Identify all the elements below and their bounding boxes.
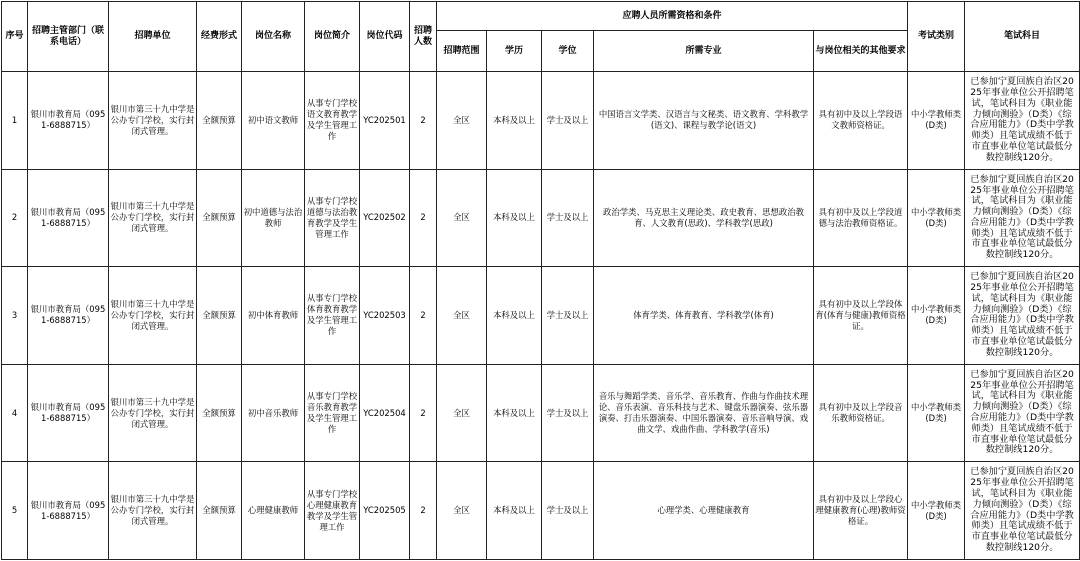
recruitment-table (1, 1, 1080, 560)
cell-code: YC202503 (360, 267, 410, 365)
cell-code: YC202505 (360, 462, 410, 560)
cell-exam-type: 中小学教师类(D类) (908, 267, 965, 365)
header-degree: 学位 (542, 31, 594, 72)
header-funding: 经费形式 (197, 2, 242, 72)
header-dept: 招聘主管部门（联系电话） (28, 2, 109, 72)
cell-code: YC202502 (360, 169, 410, 267)
cell-exam-type: 中小学教师类(D类) (908, 169, 965, 267)
cell-major: 音乐与舞蹈学类、音乐学、音乐教育、作曲与作曲技术理论、音乐表演、音乐科技与艺术、键盘乐器演奏、弦乐器演奏、打击乐器演奏、中国乐器演奏、音乐音响导演、戏曲文学、戏曲作曲、学科教学(音乐) (594, 364, 814, 462)
cell-dept: 银川市教育局（0951-6888715） (28, 462, 109, 560)
cell-count: 2 (410, 169, 437, 267)
cell-intro: 从事专门学校体育教育教学及学生管理工作 (305, 267, 360, 365)
cell-unit: 银川市第三十九中学是公办专门学校，实行封闭式管理。 (109, 462, 197, 560)
cell-degree: 学士及以上 (542, 364, 594, 462)
cell-seq: 2 (2, 169, 28, 267)
cell-other: 具有初中及以上学段体育(体育与健康)教师资格证。 (814, 267, 908, 365)
cell-seq: 1 (2, 72, 28, 170)
cell-other: 具有初中及以上学段音乐教师资格证。 (814, 364, 908, 462)
cell-exam-subject: 已参加宁夏回族自治区2025年事业单位公开招聘笔试，笔试科目为《职业能力倾向测验》（D类）《综合应用能力》（D类中学教师类）且笔试成绩不低于市直事业单位笔试最低分数控制线120分。 (965, 462, 1080, 560)
header-unit: 招聘单位 (109, 2, 197, 72)
cell-position: 初中语文教师 (242, 72, 305, 170)
cell-major: 政治学类、马克思主义理论类、政史教育、思想政治教育、人文教育(思政)、学科教学(思政) (594, 169, 814, 267)
cell-degree: 学士及以上 (542, 267, 594, 365)
table-row (2, 169, 1080, 267)
table-row (2, 364, 1080, 462)
cell-position: 初中音乐教师 (242, 364, 305, 462)
header-exam-subject: 笔试科目 (965, 2, 1080, 72)
header-exam-type: 考试类别 (908, 2, 965, 72)
header-position: 岗位名称 (242, 2, 305, 72)
cell-unit: 银川市第三十九中学是公办专门学校，实行封闭式管理。 (109, 364, 197, 462)
header-seq: 序号 (2, 2, 28, 72)
cell-scope: 全区 (437, 364, 487, 462)
cell-unit: 银川市第三十九中学是公办专门学校，实行封闭式管理。 (109, 72, 197, 170)
cell-education: 本科及以上 (487, 462, 542, 560)
cell-dept: 银川市教育局（0951-6888715） (28, 72, 109, 170)
cell-degree: 学士及以上 (542, 169, 594, 267)
cell-intro: 从事专门学校语文教育教学及学生管理工作 (305, 72, 360, 170)
cell-exam-type: 中小学教师类(D类) (908, 72, 965, 170)
cell-unit: 银川市第三十九中学是公办专门学校，实行封闭式管理。 (109, 267, 197, 365)
cell-other: 具有初中及以上学段道德与法治教师资格证。 (814, 169, 908, 267)
cell-degree: 学士及以上 (542, 72, 594, 170)
cell-scope: 全区 (437, 267, 487, 365)
cell-code: YC202501 (360, 72, 410, 170)
cell-count: 2 (410, 267, 437, 365)
cell-dept: 银川市教育局（0951-6888715） (28, 169, 109, 267)
table-row (2, 72, 1080, 170)
cell-exam-subject: 已参加宁夏回族自治区2025年事业单位公开招聘笔试，笔试科目为《职业能力倾向测验》（D类）《综合应用能力》（D类中学教师类）且笔试成绩不低于市直事业单位笔试最低分数控制线120分。 (965, 267, 1080, 365)
cell-intro: 从事专门学校音乐教育教学及学生管理工作 (305, 364, 360, 462)
cell-funding: 全额预算 (197, 364, 242, 462)
cell-degree: 学士及以上 (542, 462, 594, 560)
table-row (2, 267, 1080, 365)
cell-seq: 4 (2, 364, 28, 462)
cell-seq: 5 (2, 462, 28, 560)
cell-major: 心理学类、心理健康教育 (594, 462, 814, 560)
cell-intro: 从事专门学校道德与法治教育教学及学生管理工作 (305, 169, 360, 267)
cell-seq: 3 (2, 267, 28, 365)
cell-position: 初中体育教师 (242, 267, 305, 365)
cell-other: 具有初中及以上学段心理健康教育(心理)教师资格证。 (814, 462, 908, 560)
cell-major: 体育学类、体育教育、学科教学(体育) (594, 267, 814, 365)
cell-exam-type: 中小学教师类(D类) (908, 364, 965, 462)
header-major: 所需专业 (594, 31, 814, 72)
cell-scope: 全区 (437, 462, 487, 560)
cell-education: 本科及以上 (487, 267, 542, 365)
cell-other: 具有初中及以上学段语文教师资格证。 (814, 72, 908, 170)
cell-dept: 银川市教育局（0951-6888715） (28, 364, 109, 462)
cell-intro: 从事专门学校心理健康教育教学及学生管理工作 (305, 462, 360, 560)
header-scope: 招聘范围 (437, 31, 487, 72)
header-row-1 (2, 2, 1080, 31)
cell-education: 本科及以上 (487, 72, 542, 170)
cell-dept: 银川市教育局（0951-6888715） (28, 267, 109, 365)
header-code: 岗位代码 (360, 2, 410, 72)
header-qualifications: 应聘人员所需资格和条件 (437, 2, 908, 31)
cell-funding: 全额预算 (197, 267, 242, 365)
header-intro: 岗位简介 (305, 2, 360, 72)
cell-scope: 全区 (437, 169, 487, 267)
cell-exam-subject: 已参加宁夏回族自治区2025年事业单位公开招聘笔试，笔试科目为《职业能力倾向测验》（D类）《综合应用能力》（D类中学教师类）且笔试成绩不低于市直事业单位笔试最低分数控制线120分。 (965, 72, 1080, 170)
cell-education: 本科及以上 (487, 364, 542, 462)
cell-exam-subject: 已参加宁夏回族自治区2025年事业单位公开招聘笔试，笔试科目为《职业能力倾向测验》（D类）《综合应用能力》（D类中学教师类）且笔试成绩不低于市直事业单位笔试最低分数控制线120分。 (965, 169, 1080, 267)
cell-position: 初中道德与法治教师 (242, 169, 305, 267)
cell-exam-type: 中小学教师类(D类) (908, 462, 965, 560)
table-row (2, 462, 1080, 560)
cell-count: 2 (410, 72, 437, 170)
cell-funding: 全额预算 (197, 72, 242, 170)
cell-scope: 全区 (437, 72, 487, 170)
header-count: 招聘人数 (410, 2, 437, 72)
cell-funding: 全额预算 (197, 169, 242, 267)
cell-education: 本科及以上 (487, 169, 542, 267)
cell-position: 心理健康教师 (242, 462, 305, 560)
cell-code: YC202504 (360, 364, 410, 462)
cell-count: 2 (410, 364, 437, 462)
cell-funding: 全额预算 (197, 462, 242, 560)
cell-unit: 银川市第三十九中学是公办专门学校，实行封闭式管理。 (109, 169, 197, 267)
cell-count: 2 (410, 462, 437, 560)
header-other: 与岗位相关的其他要求 (814, 31, 908, 72)
cell-major: 中国语言文学类、汉语言与文秘类、语文教育、学科教学(语文)、课程与教学论(语文) (594, 72, 814, 170)
cell-exam-subject: 已参加宁夏回族自治区2025年事业单位公开招聘笔试，笔试科目为《职业能力倾向测验》（D类）《综合应用能力》（D类中学教师类）且笔试成绩不低于市直事业单位笔试最低分数控制线120分。 (965, 364, 1080, 462)
header-education: 学历 (487, 31, 542, 72)
